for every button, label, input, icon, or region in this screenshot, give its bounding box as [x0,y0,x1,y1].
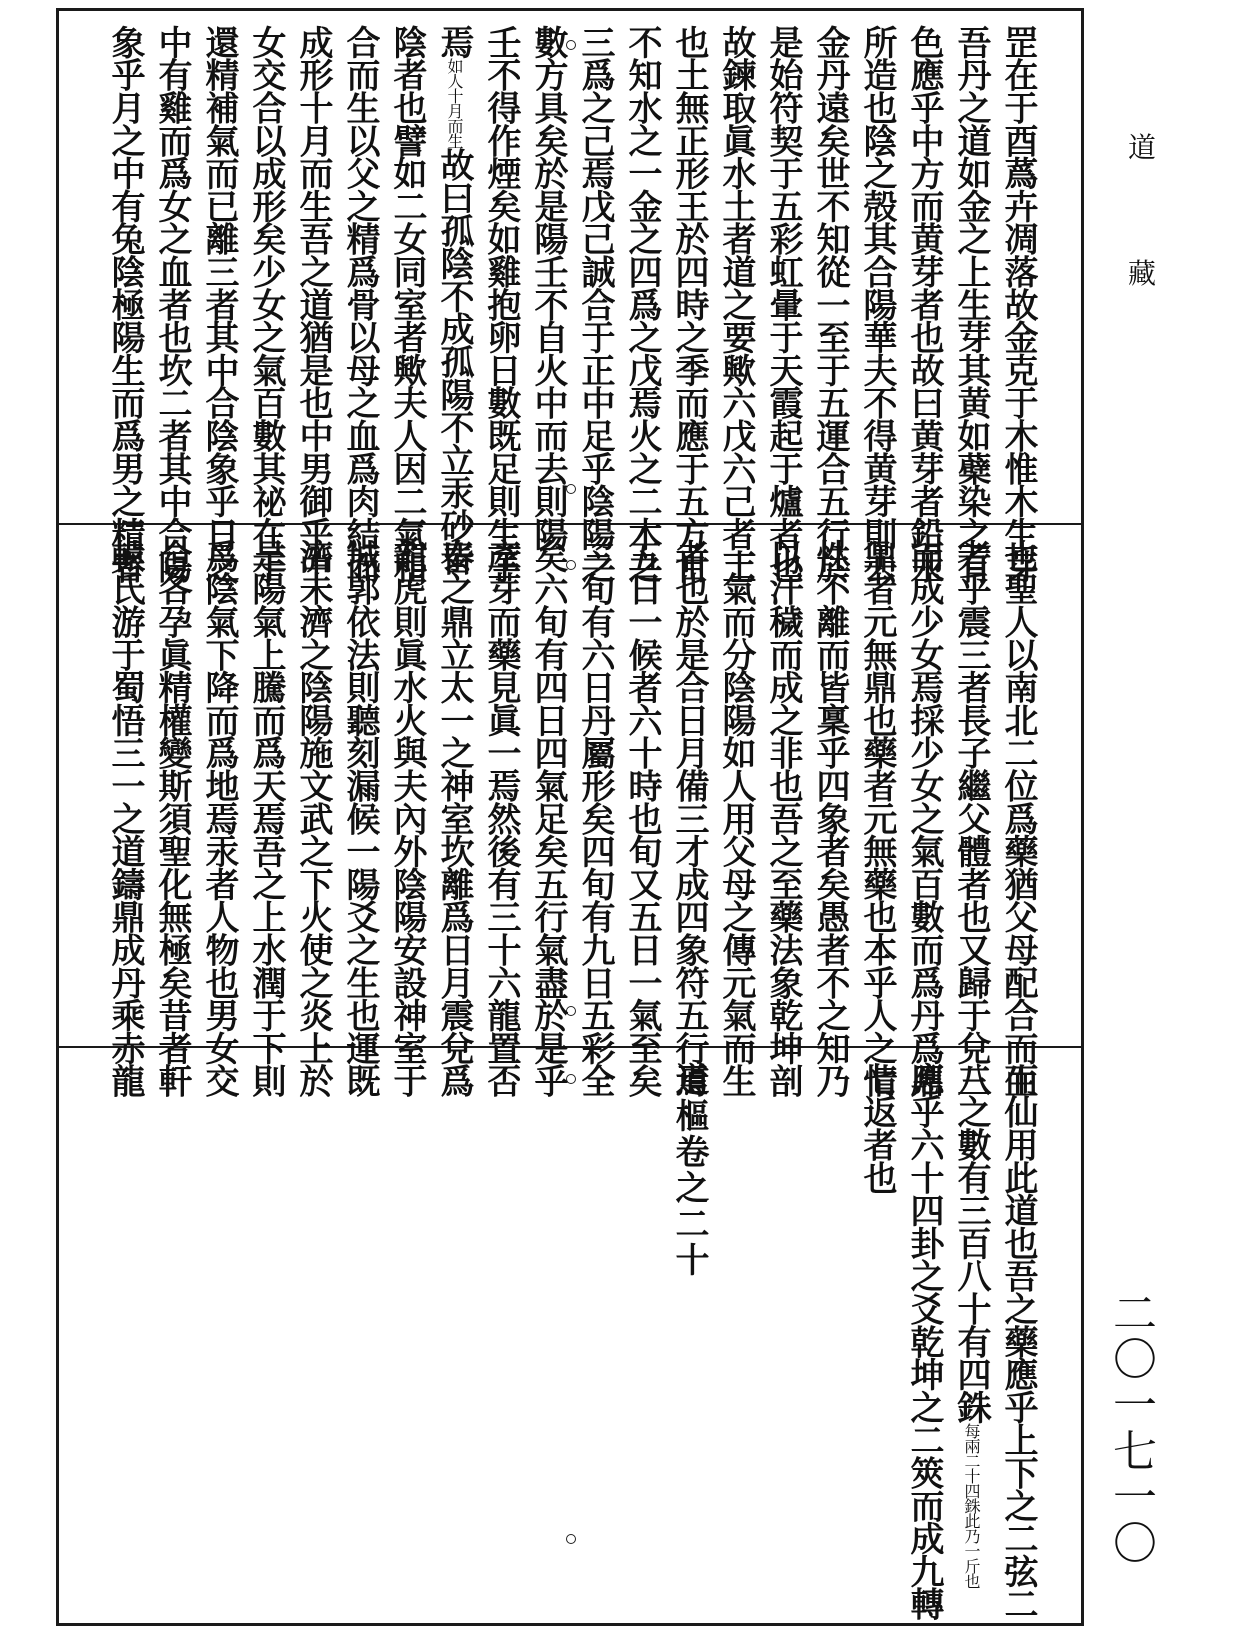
text-column: 者也於是合日月備三才成四象符五行焉 [669,539,709,1097]
text-column: 三旬有六日丹屬形矣四旬有九日五彩全 [575,539,615,1097]
text-column: 合各孕眞精權變斯須聖化無極矣昔者軒 [152,539,192,1097]
text-column: 合而生以父之精爲骨以母之血爲肉結而 [340,25,380,583]
text-column: 而成少女焉採少女之氣百數而爲丹爲鼎 [904,539,944,1097]
text-column: 而仙用此道也吾之藥應乎上下之二弦二 [998,1062,1038,1620]
text-column: 應乎六十四卦之爻乾坤之二筴而成九轉 [904,1062,944,1620]
text-column: 三爲之己焉戊己誠合于正中足乎陰陽之 [575,25,615,583]
annotation: 如人十月而生 [445,57,464,148]
text-column: 鼎者元無鼎也藥者元無藥也本乎人之情 [857,539,897,1097]
text-column: 陰者也譬如二女同室者歟夫人因二氣和 [387,25,427,583]
text-column: 吾丹之道如金之上生芽其黄如蘗染之有 [951,25,991,583]
text-column: 矣六旬有四日四氣足矣五行氣盡於是乎 [528,539,568,1097]
text-column: 轅氏游于蜀悟三一之道鑄鼎成丹乘赤龍 [105,539,145,1097]
text-column: 爲陰氣下降而爲地焉汞者人物也男女交 [199,539,239,1097]
text-column: 色應乎中方而黄芽者也故曰黄芽者鉛汞 [904,25,944,583]
text-column: 泰之鼎立太一之神室坎離爲日月震兌爲 [434,539,474,1097]
text-column: 金丹遠矣世不知從一至于五運合五行於 [810,25,850,583]
text-column: 城郭依法則聽刻漏候一陽爻之生也運既 [340,539,380,1097]
text-column: 七返者也 [857,1062,897,1194]
collection-char-zang: 藏 [1128,257,1157,290]
text-column [435,25,473,574]
text-column: 所造也陰之殻其合陽華夫不得黄芽則去 [857,25,897,583]
text-column [952,1062,990,1588]
text-run: 八之數有三百八十有四銖 [951,1062,991,1423]
text-column: 數方具矣於是陽壬不自火中而去則陽 [528,25,568,550]
text-column: 五日一候者六十時也旬又五日一氣至矣 [622,539,662,1097]
text-section-1 [59,11,1081,583]
text-column: 象乎月之中有兔陰極陽生而爲男之精者 [105,25,145,583]
text-run: 焉 [434,25,474,58]
text-column: 還精補氣而已離三者其中合陰象乎日之 [199,25,239,583]
text-column: 以汗穢而成之非也吾之至藥法象乾坤剖 [763,539,803,1097]
text-column: 也聖人以南北二位爲藥猶父母配合而生 [998,539,1038,1097]
text-column: 女交合以成形矣少女之氣百數其祕在于 [246,25,286,583]
text-column: 不知水之一金之四爲之戊焉火之二木之 [622,25,662,583]
page-number: 二〇一七一〇 [1105,1290,1156,1566]
text-column: 是陽氣上騰而爲天焉吾之上水潤于下則 [246,539,286,1097]
text-column: 成形十月而生吾之道猶是也中男御乎中 [293,25,333,583]
collection-char-dao: 道 [1128,131,1157,164]
text-column: 一氣而分陰陽如人用父母之傳元氣而生 [716,539,756,1097]
annotation: 每兩二十四銖此乃一斤也 [962,1422,981,1588]
text-column: 者乎震三者長子繼父體者也又歸于兌三 [951,539,991,1097]
text-column: 中有雞而爲女之血者也坎二者其中合陽 [152,25,192,583]
chapter-title: 道樞卷之二十 [669,1062,709,1278]
text-column: 壬不得作煙矣如雞抱卵日數既足則生子 [481,25,521,583]
text-column: 龍虎則眞水火與夫內外陰陽安設神室于 [387,539,427,1097]
text-section-3 [59,1048,1081,1623]
text-column: 罡在于酉蔿卉凋落故金克于木惟木生芽 [998,25,1038,583]
text-column: 濟未濟之陰陽施文武之下火使之炎上於 [293,539,333,1097]
text-section-2 [59,525,1081,1097]
text-run: 故曰孤陰不成孤陽不立汞砂皆 [434,147,474,575]
text-column: 也土無正形王於四時之季而應于五方丗 [669,25,709,583]
text-column: 性不離而皆稟乎四象者矣愚者不之知乃 [810,539,850,1097]
text-column: 故鍊取眞水土者道之要歟六戊六己者土 [716,25,756,583]
text-column: 是始符契于五彩虹暈于天霞起于爐者也 [763,25,803,583]
text-column: 產芽而藥見眞一焉然後有三十六龍置否 [481,539,521,1097]
